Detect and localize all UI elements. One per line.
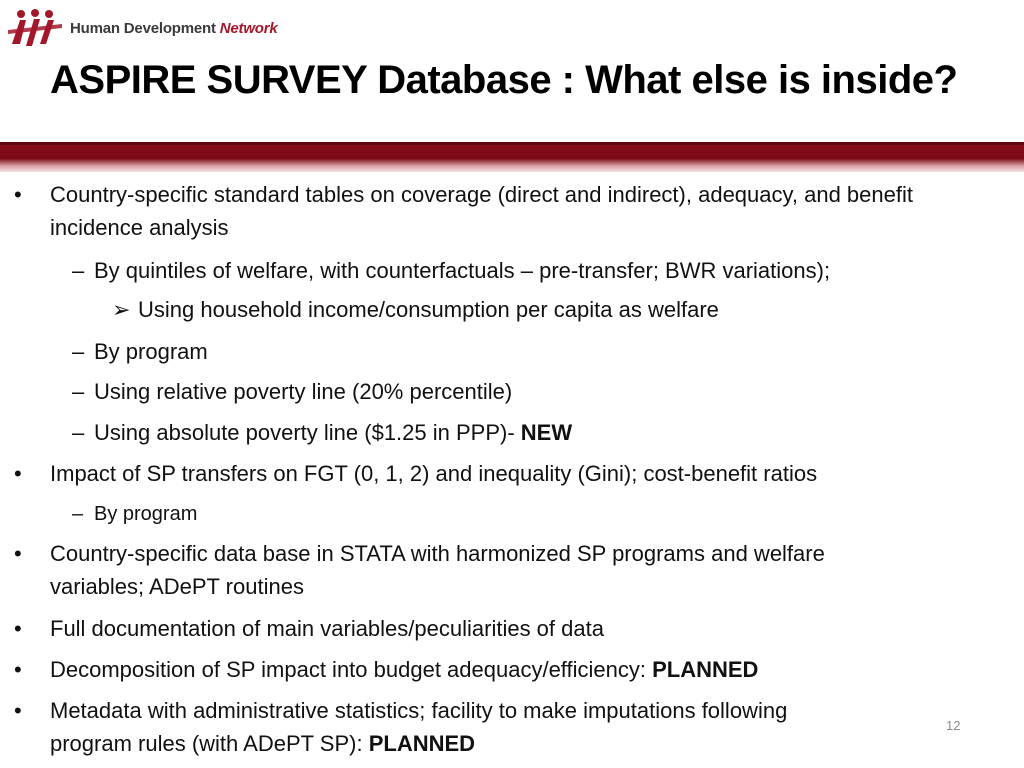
header-band xyxy=(0,142,1024,172)
bullet-documentation xyxy=(14,612,604,645)
bullet-metadata xyxy=(14,694,788,760)
sub-bullet-absolute-poverty xyxy=(72,416,573,449)
page-number: 12 xyxy=(946,718,961,733)
bullet-text: Full documentation of main variables/peculiarities of data xyxy=(50,616,604,641)
bullet-text-line2: variables; ADePT routines xyxy=(50,574,304,599)
bullet-marker: • xyxy=(14,616,22,641)
sub-bullet-quintiles xyxy=(72,254,831,287)
bullet-decomposition xyxy=(14,653,759,686)
bullet-coverage-tables xyxy=(14,178,1000,244)
people-logo-icon xyxy=(8,8,64,48)
bullet-marker: • xyxy=(14,182,22,207)
sub-bullet-text: By program xyxy=(94,339,208,364)
arrow-marker-icon: ➢ xyxy=(112,297,131,322)
bullet-stata-database xyxy=(14,537,825,603)
sub-bullet-relative-poverty xyxy=(72,375,513,408)
logo-text xyxy=(70,20,278,37)
logo-name: Human Development xyxy=(70,19,216,37)
dash-marker: – xyxy=(72,339,85,364)
sub-sub-bullet-household-income xyxy=(112,293,719,326)
bullet-text: Decomposition of SP impact into budget adequacy/efficiency: xyxy=(50,657,653,682)
bullet-text-line1: Country-specific data base in STATA with harmonized SP programs and welfare xyxy=(50,541,825,566)
bullet-text-line1: Metadata with administrative statistics; facility to make imputations following xyxy=(50,698,788,723)
sub-bullet-text: By program xyxy=(94,503,198,525)
bullet-marker: • xyxy=(14,461,22,486)
bullet-marker: • xyxy=(14,541,22,566)
bullet-marker: • xyxy=(14,698,22,723)
dash-marker: – xyxy=(72,258,85,283)
sub-sub-bullet-text: Using household income/consumption per capita as welfare xyxy=(138,297,719,322)
sub-bullet-text: Using absolute poverty line ($1.25 in PPP)- xyxy=(94,420,521,445)
dash-marker: – xyxy=(72,420,85,445)
sub-bullet-by-program-2 xyxy=(72,498,198,531)
header-band-edge xyxy=(0,142,1024,145)
new-label: NEW xyxy=(520,420,573,445)
logo xyxy=(8,6,278,50)
sub-bullet-text: Using relative poverty line (20% percentile) xyxy=(94,379,513,404)
bullet-text: Country-specific standard tables on coverage (direct and indirect), adequacy, and benefit incidence analysis xyxy=(50,182,913,240)
sub-bullet-text: By quintiles of welfare, with counterfactuals – pre-transfer; BWR variations); xyxy=(94,258,831,283)
planned-label: PLANNED xyxy=(368,731,476,756)
bullet-text: Impact of SP transfers on FGT (0, 1, 2) and inequality (Gini); cost-benefit ratios xyxy=(50,461,818,486)
dash-marker: – xyxy=(72,503,84,525)
sub-bullet-by-program xyxy=(72,335,208,368)
page-title: ASPIRE SURVEY Database : What else is inside? xyxy=(50,58,958,102)
dash-marker: – xyxy=(72,379,85,404)
planned-label: PLANNED xyxy=(652,657,759,682)
logo-accent: Network xyxy=(219,19,278,37)
bullet-text-line2: program rules (with ADePT SP): xyxy=(50,731,369,756)
bullet-sp-impact xyxy=(14,457,818,490)
bullet-marker: • xyxy=(14,657,22,682)
